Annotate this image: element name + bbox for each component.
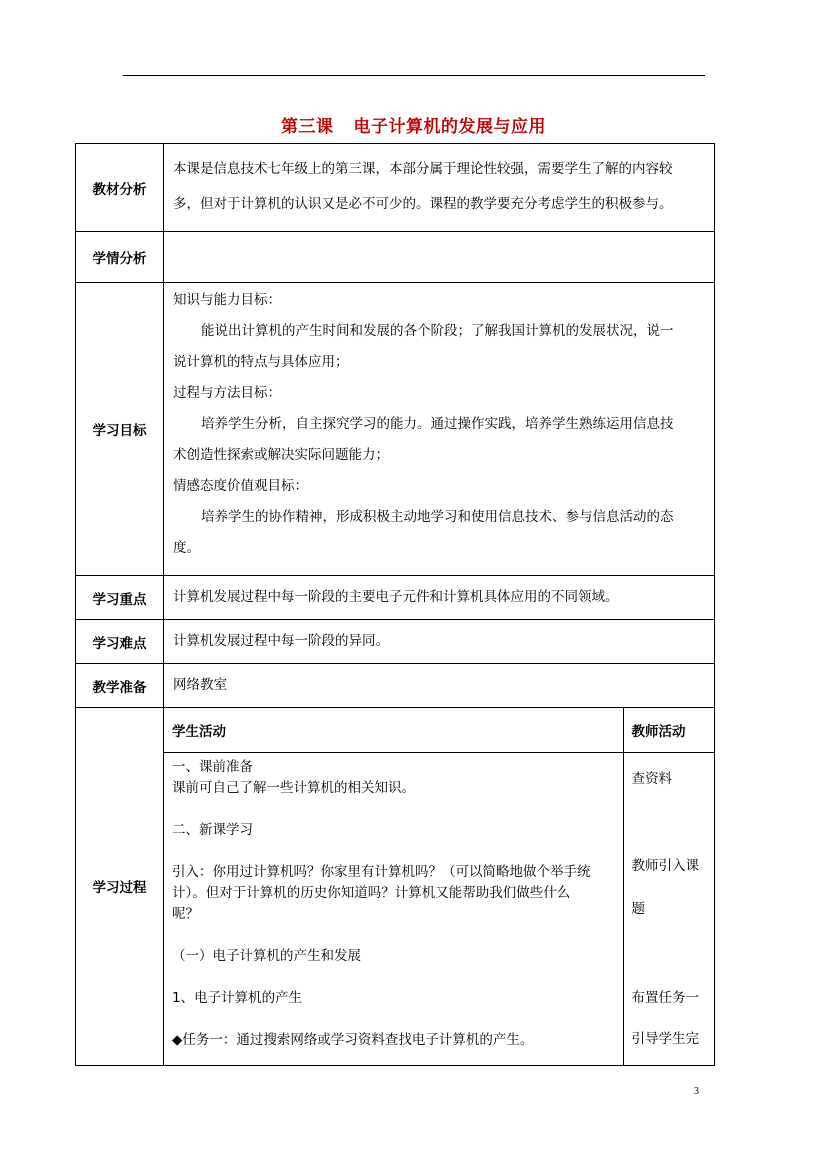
page-title bbox=[0, 112, 827, 137]
activity-task-1: ◆任务一：通过搜索网络或学习资料查找电子计算机的产生。 bbox=[172, 1032, 534, 1048]
process-inner-table bbox=[164, 708, 714, 1065]
teacher-intro-line-2: 题 bbox=[631, 901, 645, 917]
key-points-value: 计算机发展过程中每一阶段的主要电子元件和计算机具体应用的不同领域。 bbox=[173, 589, 619, 605]
label-teaching-prep: 教学准备 bbox=[76, 664, 164, 708]
label-learning-process: 学习过程 bbox=[76, 708, 164, 1066]
teacher-assign-task: 布置任务一 bbox=[631, 990, 699, 1006]
activity-subsection-1: 1、电子计算机的产生 bbox=[172, 990, 303, 1006]
header-rule bbox=[123, 75, 705, 76]
label-difficult-points: 学习难点 bbox=[76, 620, 164, 664]
teacher-guide-students: 引导学生完 bbox=[631, 1031, 699, 1047]
title-lesson: 第三课 bbox=[281, 117, 334, 137]
teaching-prep-value: 网络教室 bbox=[173, 677, 227, 693]
row-learning-goals bbox=[76, 283, 715, 576]
activity-section-1-heading: （一）电子计算机的产生和发展 bbox=[172, 948, 361, 964]
difficult-points-value: 计算机发展过程中每一阶段的异同。 bbox=[173, 633, 389, 649]
goal-heading-attitude: 情感态度价值观目标： bbox=[173, 478, 308, 494]
label-textbook-analysis: 教材分析 bbox=[76, 144, 164, 232]
teacher-activity-header: 教师活动 bbox=[623, 708, 714, 753]
goal-knowledge-line-1: 能说出计算机的产生时间和发展的各个阶段；了解我国计算机的发展状况，说一 bbox=[201, 323, 674, 339]
lesson-plan-table bbox=[75, 143, 715, 1066]
goal-process-line-1: 培养学生分析，自主探究学习的能力。通过操作实践，培养学生熟练运用信息技 bbox=[201, 416, 674, 432]
activity-intro-line-3: 呢？ bbox=[172, 906, 199, 922]
student-analysis-value bbox=[164, 232, 715, 283]
goal-heading-process: 过程与方法目标： bbox=[173, 385, 281, 401]
label-student-analysis: 学情分析 bbox=[76, 232, 164, 283]
student-activity-header: 学生活动 bbox=[164, 708, 623, 753]
title-topic: 电子计算机的发展与应用 bbox=[353, 117, 546, 137]
row-difficult-points bbox=[76, 620, 715, 664]
goal-heading-knowledge: 知识与能力目标： bbox=[173, 292, 281, 308]
label-learning-goals: 学习目标 bbox=[76, 283, 164, 576]
textbook-line-1: 本课是信息技术七年级上的第三课，本部分属于理论性较强，需要学生了解的内容较 bbox=[173, 161, 673, 177]
goal-attitude-line-1: 培养学生的协作精神，形成积极主动地学习和使用信息技术、参与信息活动的态 bbox=[201, 509, 674, 525]
goal-attitude-line-2: 度。 bbox=[173, 540, 200, 556]
label-key-points: 学习重点 bbox=[76, 576, 164, 620]
teacher-look-up: 查资料 bbox=[631, 771, 672, 787]
activity-intro-line-1: 引入：你用过计算机吗？你家里有计算机吗？（可以简略地做个举手统 bbox=[172, 864, 591, 880]
row-learning-process bbox=[76, 708, 715, 1066]
goal-knowledge-line-2: 说计算机的特点与具体应用； bbox=[173, 354, 349, 370]
activity-intro-line-2: 计）。但对于计算机的历史你知道吗？计算机又能帮助我们做些什么 bbox=[172, 885, 571, 901]
activity-pre-class-heading: 一、课前准备 bbox=[172, 759, 253, 775]
row-student-analysis bbox=[76, 232, 715, 283]
row-textbook-analysis bbox=[76, 144, 715, 232]
activity-new-lesson-heading: 二、新课学习 bbox=[172, 822, 253, 838]
row-teaching-prep bbox=[76, 664, 715, 708]
teacher-intro-line-1: 教师引入课 bbox=[631, 858, 699, 874]
textbook-line-2: 多，但对于计算机的认识又是必不可少的。课程的教学要充分考虑学生的积极参与。 bbox=[173, 196, 673, 212]
activity-pre-class-text: 课前可自己了解一些计算机的相关知识。 bbox=[172, 780, 415, 796]
page-number: 3 bbox=[694, 1086, 699, 1097]
goal-process-line-2: 术创造性探索或解决实际问题能力； bbox=[173, 447, 389, 463]
row-key-points bbox=[76, 576, 715, 620]
